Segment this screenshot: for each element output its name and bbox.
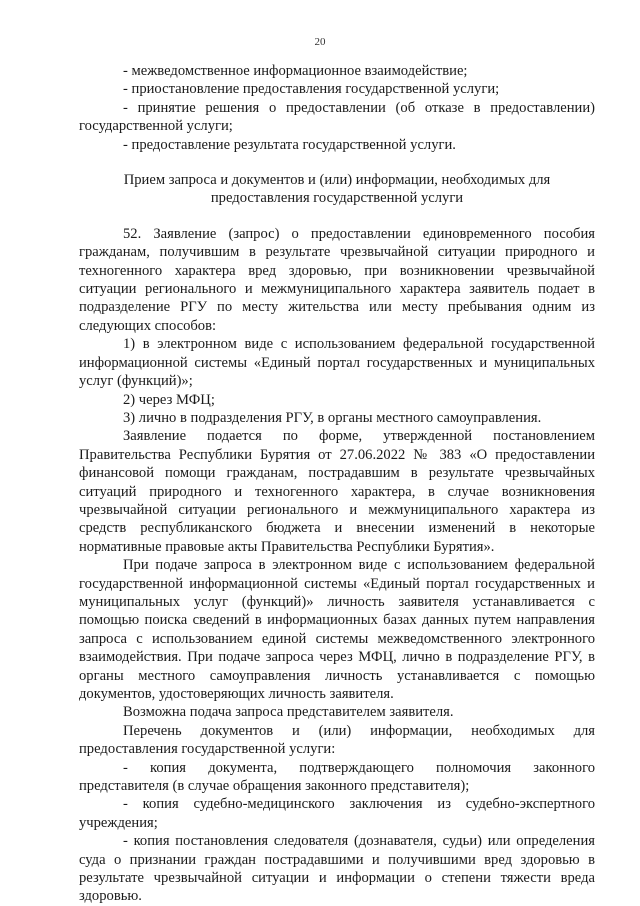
list-item: - предоставление результата государственной услуги. <box>123 136 456 153</box>
list-item: - принятие решения о предоставлении (об отказе в предоставлении) государственной услуги; <box>79 99 595 135</box>
spacer <box>79 208 595 225</box>
spacer <box>79 154 595 171</box>
list-item: - приостановление предоставления государственной услуги; <box>123 81 500 98</box>
paragraph: - копия судебно-медицинского заключения из судебно-экспертного учреждения; <box>79 796 595 831</box>
list-item: - межведомственное информационное взаимодействие; <box>123 63 468 79</box>
paragraph: Перечень документов и (или) информации, необходимых для предоставления государственной услуги: <box>79 722 595 758</box>
document-body <box>79 62 595 906</box>
paragraph: 52. Заявление (запрос) о предоставлении единовременного пособия гражданам, получившим в результате чрезвычайной ситуации природного и техногенного характера вред здоровью, при возникновении чрезвычайной ситуации регионального и межмуниципального характера заявитель подает в подразделение РГУ по месту жительства или месту пребывания одним из следующих способов: <box>79 225 595 334</box>
paragraph: - копия документа, подтверждающего полномочия законного представителя (в случае обращения законного представителя); <box>79 759 595 795</box>
paragraph: - копия постановления следователя (дознавателя, судьи) или определения суда о признании граждан пострадавшими и получившими вред здоровью в результате чрезвычайной ситуации и информации о степени тяжести вреда здоровью. <box>79 833 595 905</box>
section-heading: Прием запроса и документов и (или) информации, необходимых для предоставления государственной услуги <box>123 172 551 207</box>
paragraph: Возможна подача запроса представителем заявителя. <box>123 704 454 721</box>
paragraph: Заявление подается по форме, утвержденной постановлением Правительства Республики Бурятия от 27.06.2022 № 383 «О предоставлении финансовой помощи гражданам, пострадавшим в результате чрезвычайных ситуаций природного и техногенного характера, в случае возникновения чрезвычайной ситуации регионального и межмуниципального характера из средств республиканского бюджета и внесении изменений в некоторые нормативные правовые акты Правительства Республики Бурятия». <box>79 428 595 555</box>
paragraph: 2) через МФЦ; <box>123 391 215 408</box>
page-number: 20 <box>314 36 326 48</box>
paragraph: 1) в электронном виде с использованием федеральной государственной информационной системы «Единый портал государственных и муниципальных услуг (функций)»; <box>79 336 595 390</box>
paragraph: При подаче запроса в электронном виде с использованием федеральной государственной информационной системы «Единый портал государственных и муниципальных услуг (функций)» личность заявителя устанавливается с помощью поиска сведений в информационных базах данных путем направления запроса с использованием единой системы межведомственного электронного взаимодействия. При подаче запроса через МФЦ, лично в подразделение РГУ, в органы местного самоуправления личность устанавливается с помощью документов, удостоверяющих личность заявителя. <box>79 557 595 702</box>
paragraph: 3) лично в подразделения РГУ, в органы местного самоуправления. <box>123 409 542 426</box>
